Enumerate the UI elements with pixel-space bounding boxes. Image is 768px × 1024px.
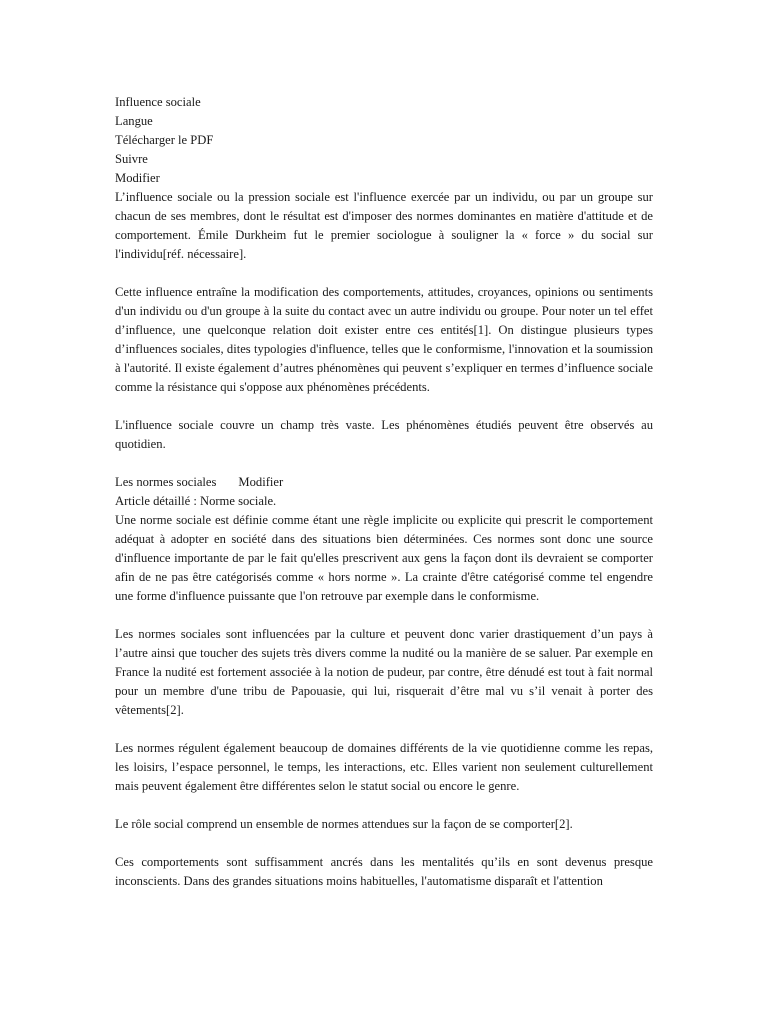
download-pdf-link[interactable]: Télécharger le PDF xyxy=(115,133,214,147)
paragraph-gap xyxy=(115,454,653,473)
intro-paragraph-3: L'influence sociale couvre un champ très vaste. Les phénomènes étudiés peuvent être observés au quotidien. xyxy=(115,418,653,451)
norms-paragraph-4: Le rôle social comprend un ensemble de normes attendues sur la façon de se comporter[2]. xyxy=(115,817,573,831)
section-edit-link[interactable]: Modifier xyxy=(238,475,284,489)
paragraph-gap xyxy=(115,606,653,625)
paragraph-gap xyxy=(115,397,653,416)
paragraph-gap xyxy=(115,834,653,853)
norms-paragraph-2: Les normes sociales sont influencées par la culture et peuvent donc varier drastiquement d’un pays à l’autre ainsi que toucher des sujets très divers comme la nudité ou la manière de se saluer. Par exemple en France la nudité est fortement associée à la notion de pudeur, par contre, être dénudé est tout à fait normal pour un membre d'une tribu de Papouasie, qui lui, risquerait d’être mal vu s’il venait à porter des vêtements[2]. xyxy=(115,627,653,717)
section-heading-norms: Les normes sociales xyxy=(115,475,217,489)
intro-paragraph-2: Cette influence entraîne la modification des comportements, attitudes, croyances, opinions ou sentiments d'un individu ou d'un groupe à la suite du contact avec un autre individu ou groupe. Pour noter un tel effet d’influence, une quelconque relation doit exister entre ces entités[1]. On distingue plusieurs types d’influences sociales, dites typologies d'influence, telles que le conformisme, l'innovation et la soumission à l'autorité. Il existe également d’autres phénomènes qui peuvent s’expliquer en termes d’influence sociale comme la résistance qui s'oppose aux phénomènes précédents. xyxy=(115,285,653,394)
document-page xyxy=(115,93,653,891)
follow-link[interactable]: Suivre xyxy=(115,152,148,166)
norms-paragraph-5: Ces comportements sont suffisamment ancrés dans les mentalités qu’ils en sont devenus presque inconscients. Dans des grandes situations moins habituelles, l'automatisme disparaît et l'attention xyxy=(115,855,653,888)
article-title: Influence sociale xyxy=(115,95,201,109)
norms-paragraph-1: Une norme sociale est définie comme étant une règle implicite ou explicite qui prescrit le comportement adéquat à adopter en société dans des situations bien déterminées. Ces normes sont donc une source d'influence importante de par le fait qu'elles prescrivent aux gens la façon dont ils devraient se comporter afin de ne pas être catégorisés comme « hors norme ». La crainte d'être catégorisé comme tel engendre une forme d'influence puissante que l'on retrouve par exemple dans le conformisme. xyxy=(115,513,653,603)
section-heading-row xyxy=(115,473,653,492)
norms-paragraph-3: Les normes régulent également beaucoup de domaines différents de la vie quotidienne comme les repas, les loisirs, l’espace personnel, le temps, les interactions, etc. Elles varient non seulement culturellement mais peuvent également être différentes selon le statut social ou encore le genre. xyxy=(115,741,653,793)
paragraph-gap xyxy=(115,720,653,739)
language-link[interactable]: Langue xyxy=(115,114,153,128)
intro-paragraph-1: L’influence sociale ou la pression sociale est l'influence exercée par un individu, ou par un groupe sur chacun de ses membres, dont le résultat est d'imposer des normes dominantes en matière d'attitude et de comportement. Émile Durkheim fut le premier sociologue à souligner la « force » du social sur l'individu[réf. nécessaire]. xyxy=(115,190,653,261)
paragraph-gap xyxy=(115,264,653,283)
detail-article-link[interactable]: Article détaillé : Norme sociale. xyxy=(115,494,277,508)
edit-link[interactable]: Modifier xyxy=(115,171,160,185)
paragraph-gap xyxy=(115,796,653,815)
